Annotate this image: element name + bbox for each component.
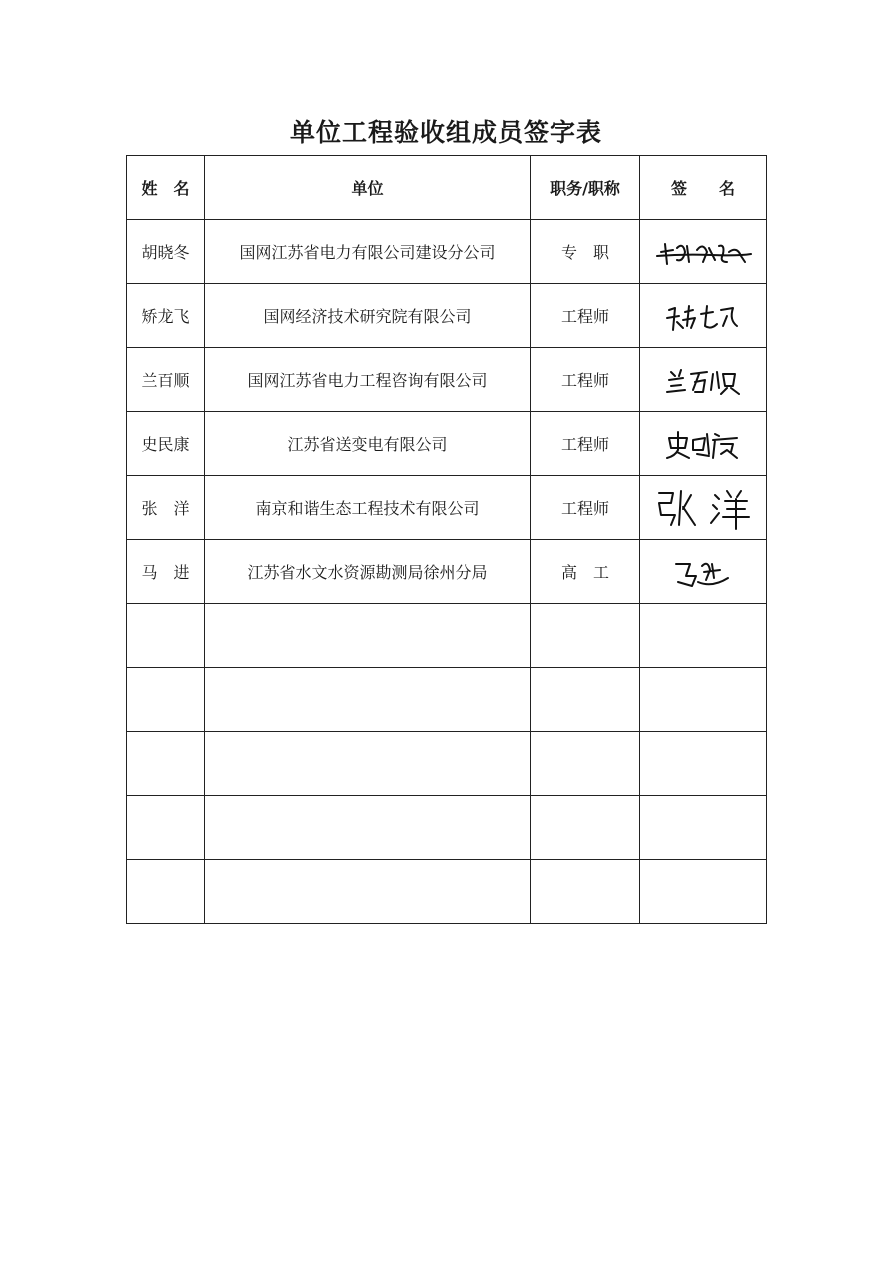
member-unit (205, 668, 531, 732)
member-title (531, 732, 640, 796)
header-name: 姓 名 (127, 156, 205, 220)
member-unit: 国网江苏省电力有限公司建设分公司 (205, 220, 531, 284)
member-name (127, 604, 205, 668)
header-signature: 签 名 (640, 156, 767, 220)
table-row (127, 796, 767, 860)
table-row (127, 732, 767, 796)
member-unit (205, 860, 531, 924)
handwritten-signature (640, 220, 767, 284)
member-unit: 南京和谐生态工程技术有限公司 (205, 476, 531, 540)
member-title: 工程师 (531, 348, 640, 412)
table-row (127, 604, 767, 668)
member-title: 工程师 (531, 284, 640, 348)
member-name: 张 洋 (127, 476, 205, 540)
member-signature (640, 796, 767, 860)
table-row (127, 860, 767, 924)
handwritten-signature (640, 284, 767, 348)
member-title: 高 工 (531, 540, 640, 604)
header-title: 职务/职称 (531, 156, 640, 220)
handwritten-signature (640, 412, 767, 476)
member-name (127, 796, 205, 860)
handwritten-signature (640, 540, 767, 604)
member-signature (640, 732, 767, 796)
member-name: 马 进 (127, 540, 205, 604)
member-name (127, 732, 205, 796)
table-row (127, 476, 767, 540)
page-title: 单位工程验收组成员签字表 (289, 118, 602, 147)
member-signature (640, 668, 767, 732)
member-name: 胡晓冬 (127, 220, 205, 284)
member-name (127, 860, 205, 924)
table-row (127, 220, 767, 284)
handwritten-signature (640, 476, 767, 540)
table-row (127, 348, 767, 412)
member-unit (205, 796, 531, 860)
member-title (531, 668, 640, 732)
member-title (531, 796, 640, 860)
member-unit (205, 604, 531, 668)
table-row (127, 412, 767, 476)
member-title (531, 860, 640, 924)
member-title: 工程师 (531, 476, 640, 540)
member-unit: 江苏省送变电有限公司 (205, 412, 531, 476)
member-title: 工程师 (531, 412, 640, 476)
table-row (127, 284, 767, 348)
member-unit: 国网江苏省电力工程咨询有限公司 (205, 348, 531, 412)
member-name: 矫龙飞 (127, 284, 205, 348)
handwritten-signature (640, 348, 767, 412)
member-unit: 江苏省水文水资源勘测局徐州分局 (205, 540, 531, 604)
signature-table (126, 155, 767, 924)
member-title (531, 604, 640, 668)
member-name: 兰百顺 (127, 348, 205, 412)
member-signature (640, 604, 767, 668)
table-header-row (127, 156, 767, 220)
member-name: 史民康 (127, 412, 205, 476)
table-row (127, 540, 767, 604)
member-name (127, 668, 205, 732)
member-title: 专 职 (531, 220, 640, 284)
table-row (127, 668, 767, 732)
member-unit (205, 732, 531, 796)
member-unit: 国网经济技术研究院有限公司 (205, 284, 531, 348)
member-signature (640, 860, 767, 924)
header-unit: 单位 (205, 156, 531, 220)
